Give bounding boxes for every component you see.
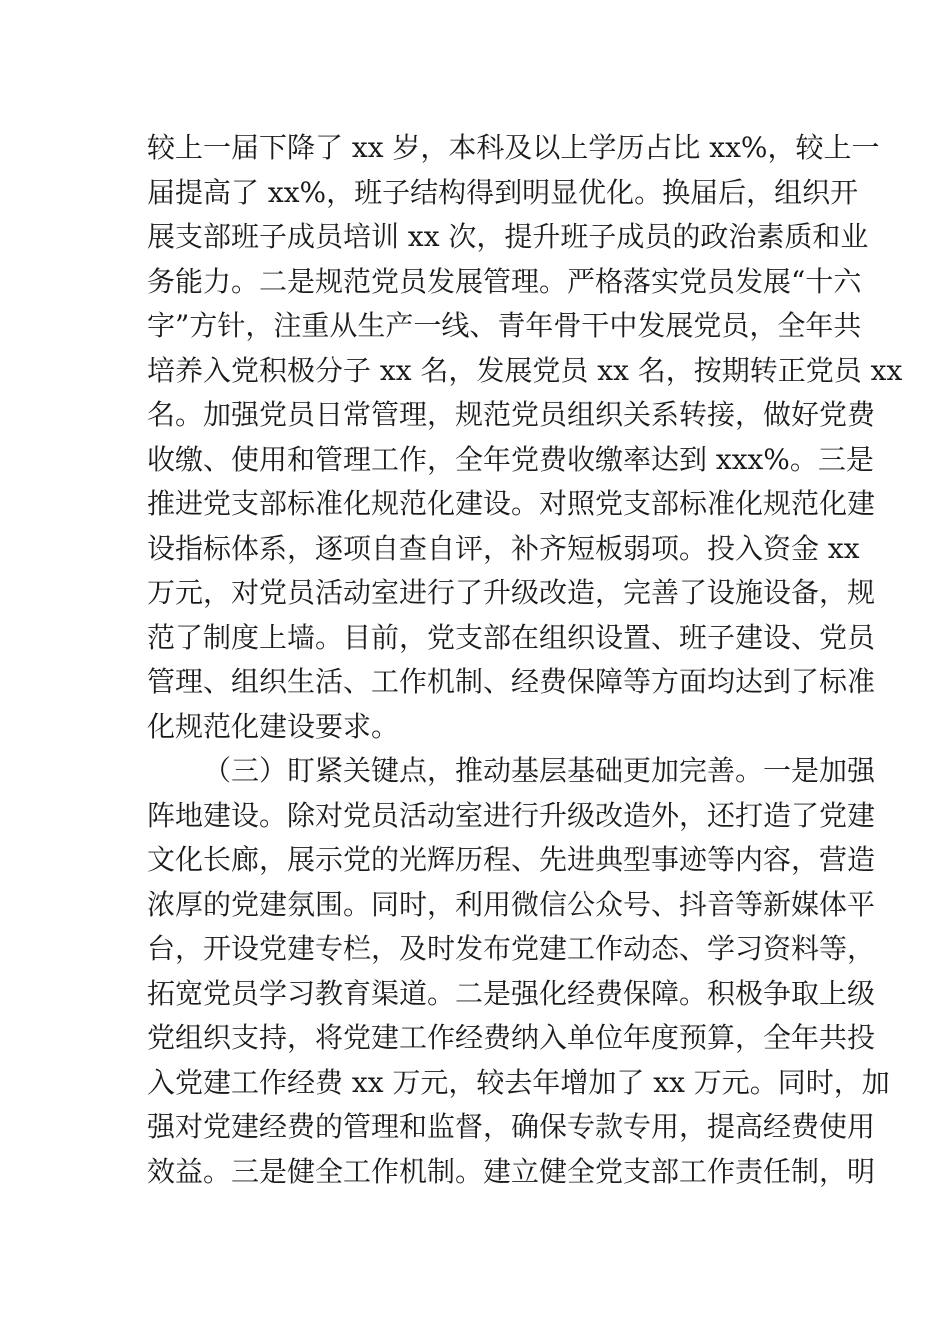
text-line: 届提高了 xx%，班子结构得到明显优化。换届后，组织开	[147, 175, 859, 209]
text-line: 管理、组织生活、工作机制、经费保障等方面均达到了标准	[147, 665, 876, 698]
text-line: 万元，对党员活动室进行了升级改造，完善了设施设备，规	[147, 576, 876, 609]
text-line: 入党建工作经费 xx 万元，较去年增加了 xx 万元。同时，加	[147, 1065, 890, 1099]
text-line: 展支部班子成员培训 xx 次，提升班子成员的政治素质和业	[147, 220, 869, 253]
text-line: 化规范化建设要求。	[147, 709, 400, 743]
text-line: 设指标体系，逐项自查自评，补齐短板弱项。投入资金 xx	[147, 531, 860, 565]
text-line: 效益。三是健全工作机制。建立健全党支部工作责任制，明	[147, 1154, 876, 1188]
text-line: 浓厚的党建氛围。同时，利用微信公众号、抖音等新媒体平	[147, 887, 876, 921]
text-line: 文化长廊，展示党的光辉历程、先进典型事迹等内容，营造	[147, 843, 876, 876]
text-line: 拓宽党员学习教育渠道。二是强化经费保障。积极争取上级	[147, 976, 876, 1010]
text-line: 收缴、使用和管理工作，全年党费收缴率达到 xxx%。三是	[147, 442, 874, 476]
paragraph-1	[147, 126, 903, 749]
paragraph-2	[147, 749, 890, 1194]
text-line: （三）盯紧关键点，推动基层基础更加完善。一是加强	[203, 754, 876, 787]
document-body	[147, 126, 903, 1194]
text-line: 强对党建经费的管理和监督，确保专款专用，提高经费使用	[147, 1110, 876, 1143]
text-line: 较上一届下降了 xx 岁，本科及以上学历占比 xx%，较上一	[147, 131, 880, 164]
text-line: 务能力。二是规范党员发展管理。严格落实党员发展“十六	[147, 264, 862, 298]
text-line: 名。加强党员日常管理，规范党员组织关系转接，做好党费	[147, 398, 876, 431]
text-line: 推进党支部标准化规范化建设。对照党支部标准化规范化建	[147, 487, 876, 520]
text-line: 培养入党积极分子 xx 名，发展党员 xx 名，按期转正党员 xx	[147, 353, 903, 387]
text-line: 台，开设党建专栏，及时发布党建工作动态、学习资料等，	[147, 932, 876, 965]
text-line: 范了制度上墙。目前，党支部在组织设置、班子建设、党员	[147, 620, 876, 654]
text-line: 阵地建设。除对党员活动室进行升级改造外，还打造了党建	[147, 798, 876, 832]
text-line: 党组织支持，将党建工作经费纳入单位年度预算，全年共投	[147, 1021, 876, 1054]
text-line: 字”方针，注重从生产一线、青年骨干中发展党员，全年共	[147, 309, 862, 342]
